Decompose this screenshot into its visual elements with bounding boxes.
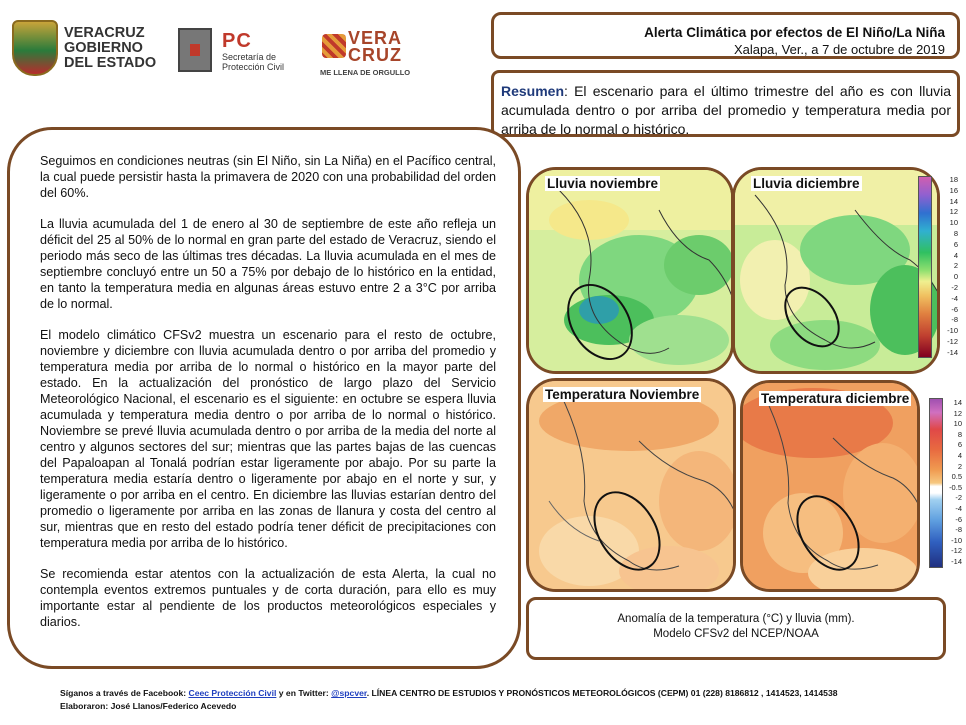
temperature-colorbar-labels: 14 12 10 8 6 4 2 0.5 -0.5 -2 -4 -6 -8 -10 -12 -14: [949, 398, 962, 566]
footer-authors: Elaboraron: José Llanos/Federico Acevedo: [60, 701, 237, 711]
brand-tagline: ME LLENA DE ORGULLO: [320, 68, 411, 77]
paragraph-enso: Seguimos en condiciones neutras (sin El Niño, sin La Niña) en el Pacífico central, la cual puede persistir hasta la primavera de 2020 con una probabilidad del orden del 60%.: [40, 154, 496, 200]
caption-line-2: Modelo CFSv2 del NCEP/NOAA: [653, 628, 819, 640]
veracruz-gobierno-logo: [12, 20, 162, 82]
rain-colorbar: [918, 176, 932, 358]
coat-of-arms-icon: [12, 20, 58, 76]
pc-acronym: PC: [222, 30, 252, 52]
map-rain-december: [732, 167, 940, 374]
brand-mark-icon: [322, 34, 346, 58]
map-title-temperature-december: Temperatura diciembre: [761, 391, 910, 406]
map-title-temperature-november: Temperatura Noviembre: [545, 387, 700, 402]
map-temperature-december: [740, 380, 920, 592]
map-title-rain-november: Lluvia noviembre: [547, 176, 659, 191]
page-date: Xalapa, Ver., a 7 de octubre de 2019: [733, 42, 945, 57]
brand-word-2: CRUZ: [348, 45, 402, 65]
rain-colorbar-labels: 18 16 14 12 10 8 6 4 2 0 -2 -4 -6 -8 -10 -12 -14: [947, 175, 958, 357]
map-temperature-november: [526, 378, 736, 592]
summary-box: [491, 70, 960, 137]
paragraph-forecast: El modelo climático CFSv2 muestra un escenario para el resto de octubre, noviembre y diciembre con lluvia acumulada dentro o por arriba del promedio y temperatura media por arriba de lo normal o histórico en la mayor parte del estado. En la actualización del pronóstico de largo plazo del Servicio Meteorológico Nacional, el escenario es el siguiente: en octubre se espera lluvia acumulada y temperatura media dentro o por arriba de lo normal o histórico. Noviembre se prevé lluvia acumulada dentro o por arriba de la media del norte al centro y algunos sectores del sur; mientras que las partes bajas de las cuencas del Papaloapan al Tonalá podrían estar ligeramente por abajo. Por su parte la temperatura media estaría dentro o ligeramente por abajo en el norte y sur, y ligeramente o por arriba en el centro. En diciembre las lluvias estarían dentro del promedio o ligeramente por arriba en las zonas de llanura y costa del centro al sur, mientras que en resto del estado podría tener déficit de precipitaciones con temperatura media por arriba de lo histórico.: [40, 328, 496, 550]
map-title-rain-december: Lluvia diciembre: [753, 176, 860, 191]
temperature-colorbar: [929, 398, 943, 568]
map-rain-november: [526, 167, 734, 374]
logo-line-3: DEL ESTADO: [64, 55, 157, 71]
twitter-link[interactable]: @spcver: [331, 688, 367, 698]
footer-facebook-prefix: Síganos a través de Facebook:: [60, 688, 189, 698]
logo-line-2: GOBIERNO: [64, 40, 143, 56]
paragraph-rainfall: La lluvia acumulada del 1 de enero al 30 de septiembre de este año refleja un déficit del 25 al 50% de lo normal en gran parte del estado de Veracruz, siendo el periodo más seco de las últimas tres décadas. La lluvia acumulada en el mes de septiembre concluyó entre un 50 a 75% por debajo de lo histórico en la entidad, en tanto la temperatura media en algunas áreas estuvo entre 2 a 3°C por arriba de lo normal.: [40, 217, 496, 311]
tower-icon: [178, 28, 212, 72]
header-box: [491, 12, 960, 59]
footer-twitter-prefix: y en Twitter:: [276, 688, 332, 698]
caption-line-1: Anomalía de la temperatura (°C) y lluvia (mm).: [617, 613, 855, 625]
brand-word-1: VERA: [348, 28, 403, 48]
paragraph-recommendation: Se recomienda estar atentos con la actualización de esta Alerta, la cual no contempla eventos extremos puntuales y de corta duración, para ello es muy importante estar al pendiente de los productos meteorológicos especiales y diarios.: [40, 567, 496, 629]
summary-text: : El escenario para el último trimestre del año es con lluvia acumulada dentro o por arriba del promedio y temperatura media por arriba de lo normal o histórico.: [501, 83, 951, 137]
veracruz-brand-logo: [320, 28, 420, 82]
summary-label: Resumen: [501, 83, 565, 99]
proteccion-civil-logo: [178, 26, 298, 78]
facebook-link[interactable]: Ceec Protección Civil: [188, 688, 277, 698]
pc-name: Secretaría de Protección Civil: [222, 52, 285, 72]
logo-line-1: VERACRUZ: [64, 25, 145, 41]
main-text-box: [7, 127, 521, 669]
footer-contact: . LÍNEA CENTRO DE ESTUDIOS Y PRONÓSTICOS METEOROLÓGICOS (CEPM) 01 (228) 8186812 , 1414523, 1414538: [366, 688, 838, 698]
footer: [60, 687, 838, 713]
caption-box: [526, 597, 946, 660]
page-title: Alerta Climática por efectos de El Niño/La Niña: [644, 25, 945, 40]
